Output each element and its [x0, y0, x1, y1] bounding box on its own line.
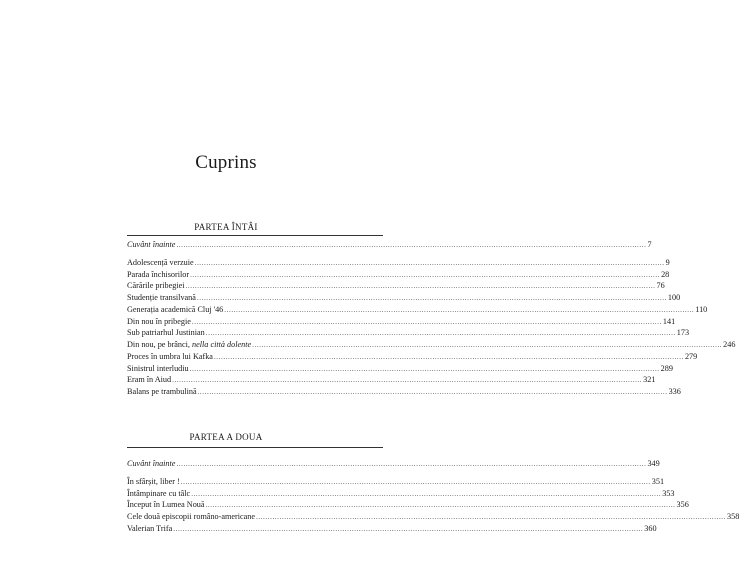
toc-entry[interactable]: [127, 386, 681, 398]
toc-entry-title: În sfârșit, liber !: [127, 476, 180, 486]
toc-leader-dots: [190, 270, 660, 282]
part-one-toc: [127, 239, 736, 398]
toc-entry[interactable]: [127, 316, 676, 328]
toc-entry-title: Adolescență verzuie: [127, 257, 194, 267]
toc-leader-dots: [195, 258, 665, 270]
toc-entry-title: Eram în Aiud: [127, 375, 172, 385]
part-one-heading: PARTEA ÎNTÂI: [194, 222, 258, 232]
toc-entry-title: Balans pe trambulină: [127, 387, 197, 396]
toc-entry-page: 9: [665, 257, 670, 267]
toc-entry-page: 110: [695, 304, 708, 314]
toc-entry-page: 321: [643, 375, 656, 385]
toc-entry[interactable]: [127, 339, 736, 351]
toc-entry-title: Valerian Trifa: [127, 523, 173, 533]
toc-entry-page: 76: [656, 281, 665, 291]
toc-entry[interactable]: [127, 269, 670, 281]
toc-entry[interactable]: [127, 257, 670, 269]
toc-entry-title: [127, 339, 251, 351]
toc-leader-dots: [173, 524, 643, 536]
toc-leader-dots: [224, 305, 694, 317]
toc-entry-title: Cele două episcopii româno-americane: [127, 512, 255, 521]
toc-leader-dots: [190, 364, 660, 376]
toc-entry-title: Început în Lumea Nouă: [127, 500, 205, 510]
toc-entry-page: 289: [660, 363, 673, 373]
toc-entry-page: 360: [644, 523, 657, 533]
toc-leader-dots: [198, 387, 668, 399]
toc-entry[interactable]: [127, 476, 665, 488]
toc-leader-dots: [176, 240, 646, 252]
toc-entry[interactable]: [127, 511, 739, 523]
toc-entry-page: 358: [727, 512, 739, 521]
toc-entry-title: Cuvânt înainte: [127, 459, 176, 468]
toc-entry-title: Cărările pribegiei: [127, 281, 185, 291]
part-one-rule: [127, 235, 383, 236]
toc-entry[interactable]: [127, 327, 690, 339]
toc-leader-dots: [197, 293, 667, 305]
toc-entry-title-italic: nella città dolente: [192, 340, 252, 349]
part-two-heading: PARTEA A DOUA: [189, 432, 263, 442]
toc-entry[interactable]: [127, 499, 689, 511]
part-two-rule: [127, 447, 383, 448]
toc-leader-dots: [214, 352, 684, 364]
toc-entry[interactable]: [127, 374, 656, 386]
toc-entry-page: 336: [668, 387, 681, 396]
toc-entry-page: 7: [647, 240, 652, 249]
toc-entry-title: Proces în umbra lui Kafka: [127, 351, 213, 361]
toc-leader-dots: [191, 489, 661, 501]
toc-entry[interactable]: [127, 458, 660, 470]
part-two-toc: [127, 458, 739, 535]
toc-leader-dots: [252, 340, 722, 352]
toc-entry-title: Sinistrul interludiu: [127, 363, 189, 373]
toc-entry-page: 353: [662, 488, 675, 498]
toc-entry-page: 279: [684, 351, 698, 361]
toc-leader-dots: [206, 328, 676, 340]
toc-entry-page: 28: [661, 269, 670, 279]
toc-leader-dots: [181, 477, 651, 489]
toc-entry-page: 351: [651, 476, 665, 486]
page-title: Cuprins: [195, 152, 257, 173]
toc-leader-dots: [206, 500, 676, 512]
toc-leader-dots: [192, 317, 662, 329]
toc-entry-title: Sub patriarhul Justinian: [127, 328, 205, 338]
toc-entry[interactable]: [127, 363, 673, 375]
toc-entry-title-roman: Din nou, pe brânci,: [127, 340, 193, 349]
toc-leader-dots: [176, 459, 646, 471]
toc-entry-page: 246: [723, 340, 736, 349]
toc-entry-title: Studenție transilvană: [127, 293, 196, 302]
toc-entry-page: 349: [647, 459, 660, 468]
toc-entry[interactable]: [127, 523, 657, 535]
toc-entry[interactable]: [127, 239, 652, 251]
toc-entry[interactable]: [127, 488, 675, 500]
toc-leader-dots: [172, 375, 642, 387]
toc-entry[interactable]: [127, 304, 708, 316]
toc-entry-page: 356: [676, 500, 689, 510]
toc-entry[interactable]: [127, 280, 665, 292]
toc-entry-page: 100: [667, 293, 681, 302]
toc-entry-title: Generația academică Cluj '46: [127, 304, 224, 314]
toc-entry[interactable]: [127, 351, 698, 363]
toc-entry-page: 141: [662, 316, 676, 326]
toc-entry-title: Parada închisorilor: [127, 269, 190, 279]
toc-entry-title: Întâmpinare cu tâlc: [127, 488, 191, 498]
toc-entry[interactable]: [127, 292, 681, 304]
toc-entry-page: 173: [676, 328, 690, 338]
toc-leader-dots: [186, 281, 656, 293]
toc-entry-title: Cuvânt înainte: [127, 240, 176, 249]
toc-entry-title: Din nou în pribegie: [127, 316, 191, 326]
